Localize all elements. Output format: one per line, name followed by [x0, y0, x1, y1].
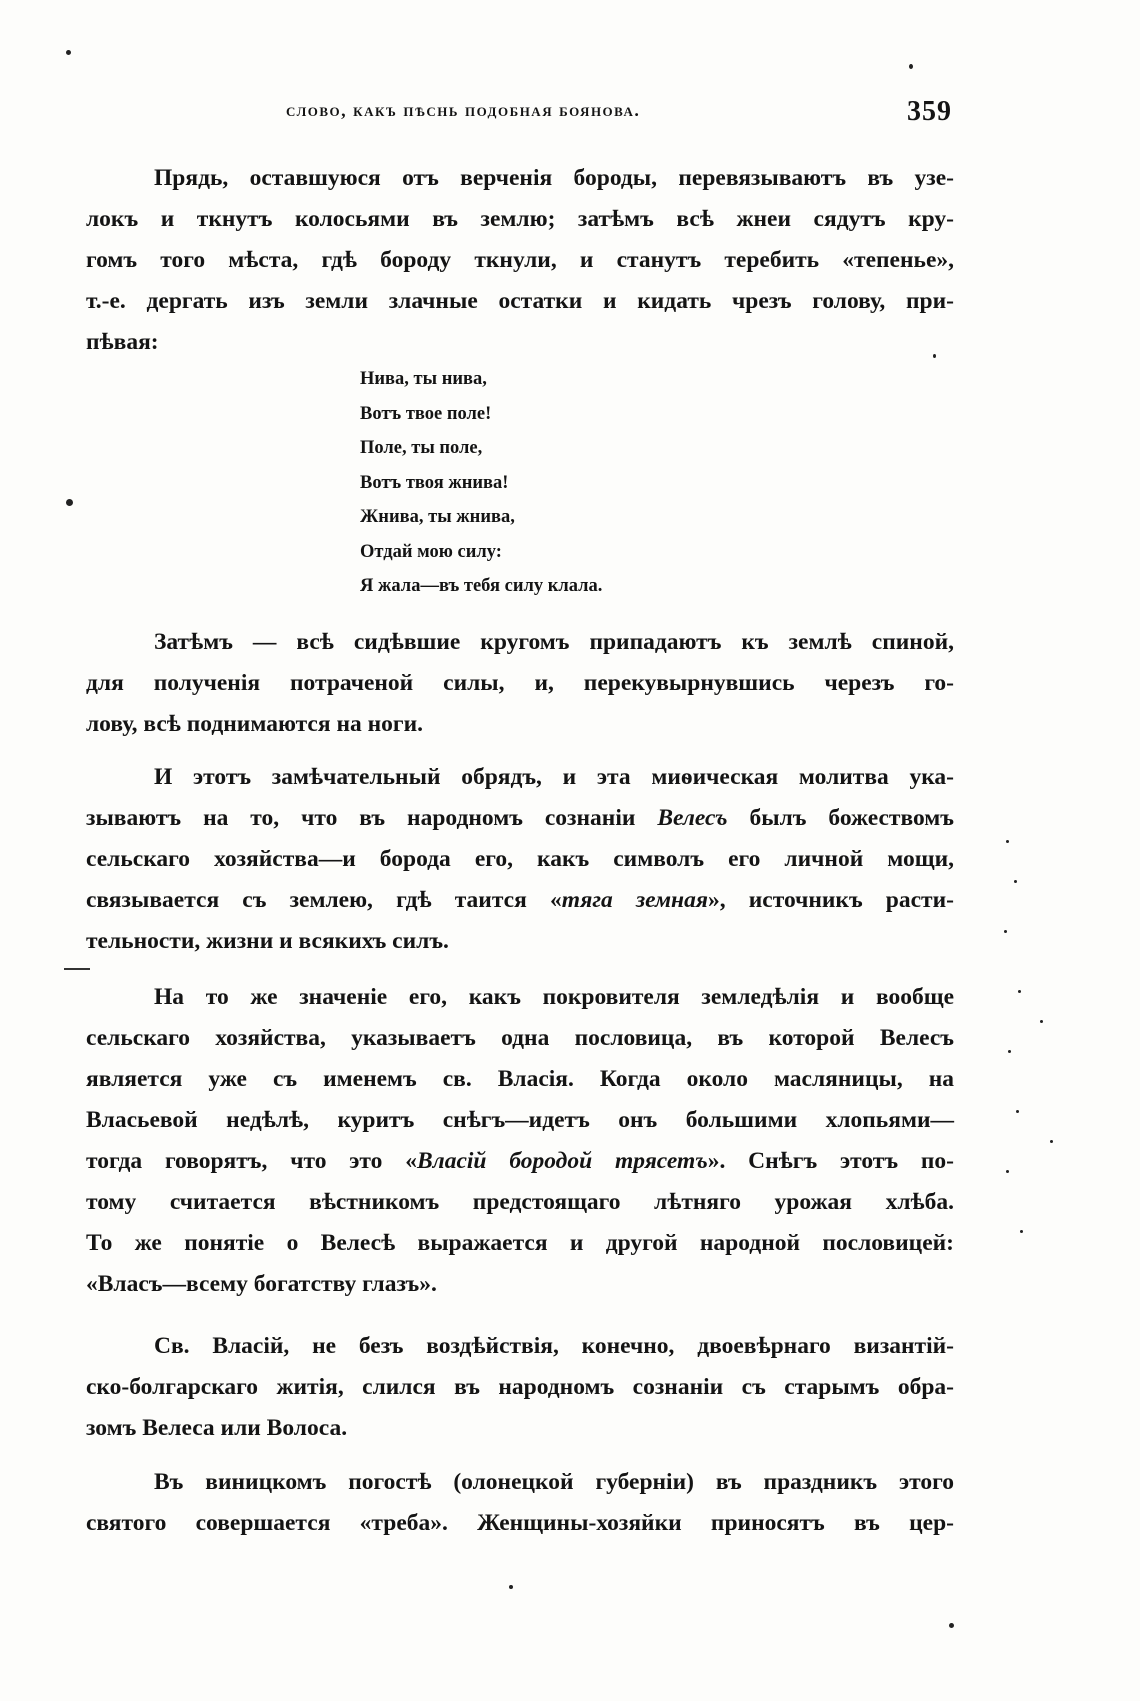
scan-speck — [66, 499, 73, 506]
text-line: сельскаго хозяйства—и борода его, какъ символъ его личной мощи, — [86, 846, 954, 872]
text-line: зомъ Велеса или Волоса. — [86, 1415, 348, 1441]
scan-speck — [1008, 1050, 1011, 1053]
text-line: пѣвая: — [86, 329, 159, 355]
text-run: », источникъ расти- — [707, 887, 954, 913]
text-run: былъ божествомъ — [727, 805, 954, 831]
text-line: тому считается вѣстникомъ предстоящаго лѣтняго урожая хлѣба. — [86, 1189, 954, 1215]
verse-line: Нива, ты нива, — [360, 369, 487, 389]
text-line: лову, всѣ поднимаются на ноги. — [86, 711, 423, 737]
scan-speck — [1040, 1020, 1043, 1023]
paragraph-1 — [86, 158, 954, 363]
text-run: зываютъ на то, что въ народномъ сознаніи — [86, 805, 658, 831]
verse-line: Отдай мою силу: — [360, 541, 502, 562]
scan-speck — [1014, 880, 1017, 883]
text-line — [86, 1141, 954, 1182]
paragraph-6 — [86, 1462, 954, 1544]
text-run: тогда говорятъ, что это « — [86, 1148, 417, 1174]
scan-speck — [1004, 930, 1007, 933]
text-line: ско-болгарскаго житія, слился въ народномъ сознаніи съ старымъ обра- — [86, 1374, 954, 1400]
text-line — [86, 798, 954, 839]
text-line: Прядь, оставшуюся отъ верченія бороды, перевязываютъ въ узе- — [154, 165, 954, 191]
text-line — [86, 880, 954, 921]
running-header — [86, 96, 954, 132]
text-line: локъ и ткнутъ колосьями въ землю; затѣмъ всѣ жнеи сядутъ кру- — [86, 206, 954, 232]
paragraph-2 — [86, 622, 954, 745]
scan-speck — [949, 1623, 954, 1628]
verse-line: Поле, ты поле, — [360, 438, 483, 458]
running-title: слово, какъ пѣснь подобная боянова. — [286, 100, 641, 120]
text-line: тельности, жизни и всякихъ силъ. — [86, 928, 449, 954]
verse-block — [360, 362, 602, 604]
scan-speck — [1006, 1170, 1009, 1173]
verse-line: Вотъ твоя жнива! — [360, 472, 509, 493]
scan-speck — [1016, 1110, 1019, 1113]
text-run: связывается съ землею, гдѣ таится « — [86, 887, 562, 913]
text-line: сельскаго хозяйства, указываетъ одна пословица, въ которой Велесъ — [86, 1025, 954, 1051]
paragraph-4 — [86, 977, 954, 1305]
verse-line: Вотъ твое поле! — [360, 403, 492, 424]
text-line: для полученія потраченой силы, и, перекувырнувшись черезъ го- — [86, 670, 954, 696]
text-line: Въ виницкомъ погостѣ (олонецкой губерніи) въ праздникъ этого — [154, 1469, 954, 1495]
italic-term: Власій бородой трясетъ — [416, 1148, 708, 1174]
italic-term: тяга земная — [561, 887, 708, 913]
verse-line: Я жала—въ тебя силу клала. — [360, 576, 603, 596]
text-line: На то же значеніе его, какъ покровителя земледѣлія и вообще — [154, 984, 954, 1010]
scan-speck — [1018, 990, 1021, 993]
scan-speck — [66, 50, 71, 55]
scan-speck — [1050, 1140, 1053, 1143]
scan-speck — [909, 64, 913, 69]
scan-speck — [1020, 1230, 1023, 1233]
text-line: гомъ того мѣста, гдѣ бороду ткнули, и станутъ теребить «тепенье», — [86, 247, 954, 273]
paragraph-5 — [86, 1326, 954, 1449]
scan-speck — [1006, 840, 1009, 843]
text-line: И этотъ замѣчательный обрядъ, и эта миѳическая молитва ука- — [154, 764, 954, 790]
scan-speck — [509, 1585, 513, 1589]
page-number: 359 — [907, 96, 952, 127]
text-line: «Власъ—всему богатству глазъ». — [86, 1271, 437, 1297]
text-line: т.-е. дергать изъ земли злачные остатки и кидать чрезъ голову, при- — [86, 288, 954, 314]
text-line: святого совершается «треба». Женщины-хозяйки приносятъ въ цер- — [86, 1510, 954, 1536]
scan-mark — [64, 968, 90, 970]
verse-line: Жнива, ты жнива, — [360, 507, 515, 527]
paragraph-3 — [86, 757, 954, 962]
text-line: является уже съ именемъ св. Власія. Когда около масляницы, на — [86, 1066, 954, 1092]
text-line: То же понятіе о Велесѣ выражается и другой народной пословицей: — [86, 1230, 954, 1256]
text-line: Затѣмъ — всѣ сидѣвшие кругомъ припадаютъ къ землѣ спиной, — [154, 629, 954, 655]
italic-term: Велесъ — [657, 805, 728, 831]
text-run: ». Снѣгъ этотъ по- — [707, 1148, 954, 1174]
text-line: Власьевой недѣлѣ, куритъ снѣгъ—идетъ онъ большими хлопьями— — [86, 1107, 954, 1133]
text-line: Св. Власій, не безъ воздѣйствія, конечно, двоевѣрнаго византій- — [154, 1333, 954, 1359]
